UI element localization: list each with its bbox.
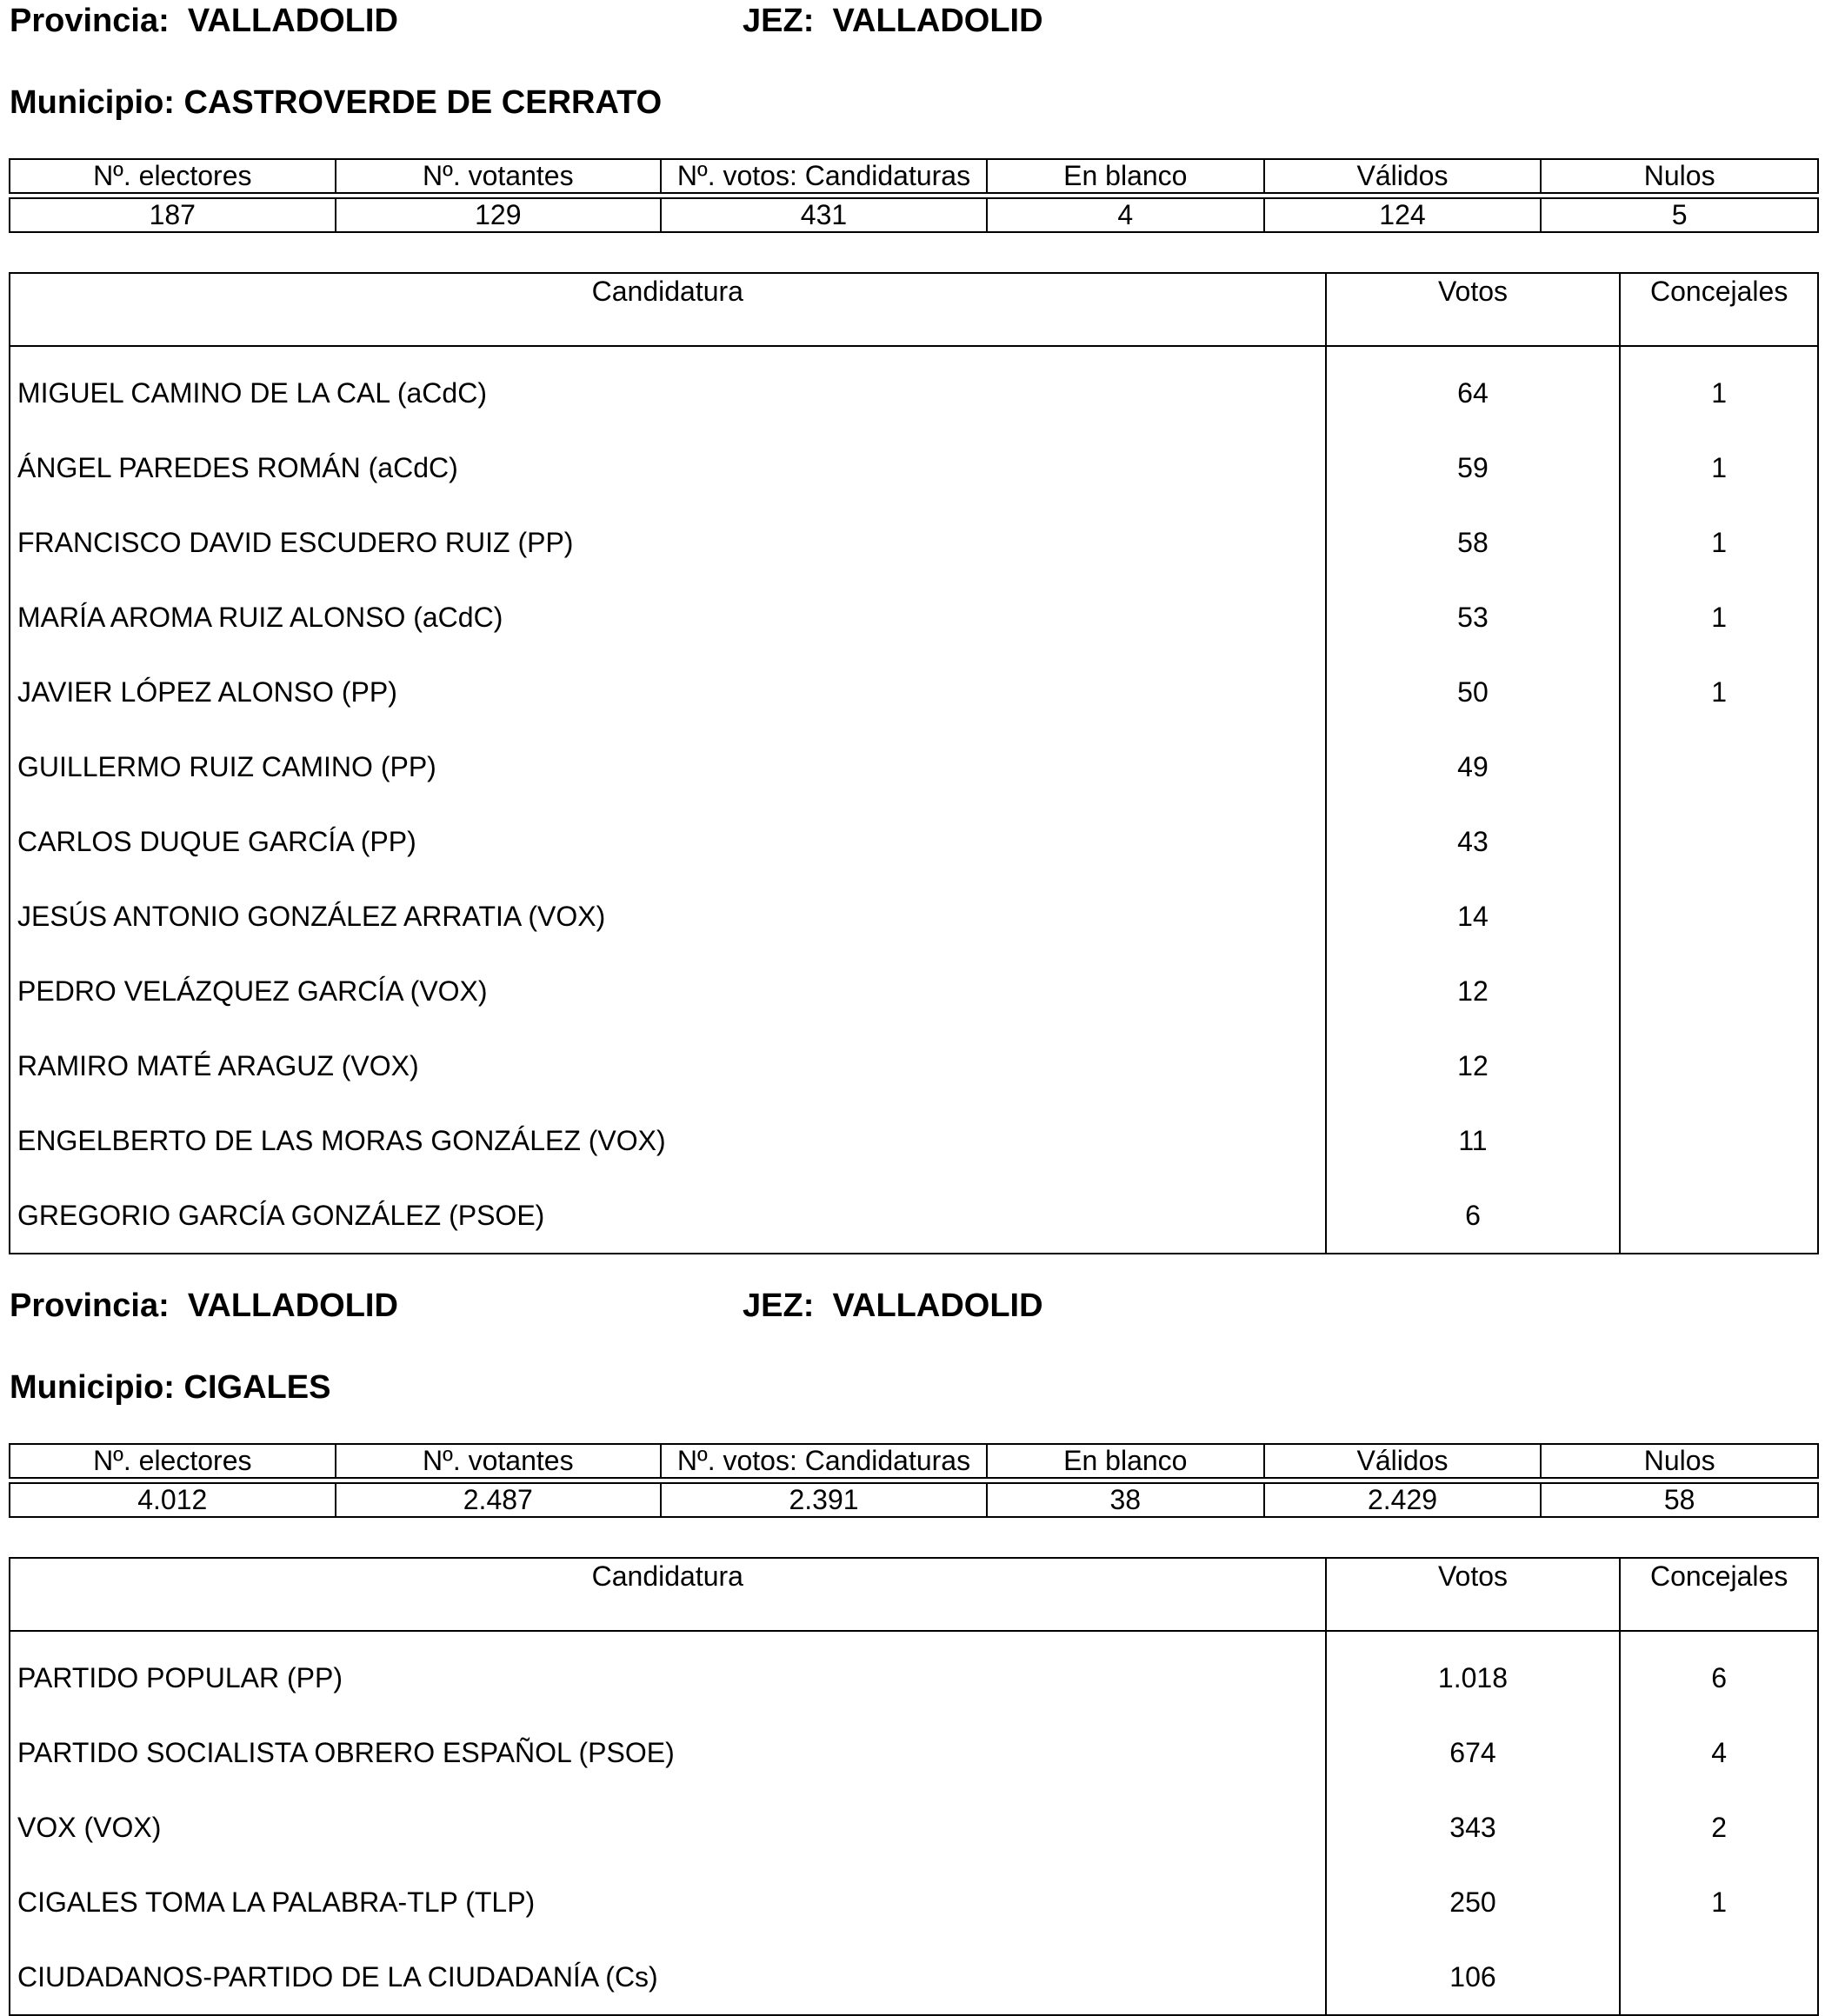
candidatura-header: Candidatura [10,273,1326,346]
provincia-line: Provincia: VALLADOLID [10,3,398,39]
candidatura-header-row [10,1558,1818,1631]
candidate-concejales: 1 [1620,505,1818,580]
stats-value-row [10,198,1818,232]
table-row [10,729,1818,804]
candidate-name: ENGELBERTO DE LAS MORAS GONZÁLEZ (VOX) [10,1103,1326,1178]
stats-header: Nº. votantes [336,159,662,193]
stats-header-row [10,1444,1818,1478]
votos-header: Votos [1326,273,1621,346]
candidate-concejales: 6 [1620,1631,1818,1715]
candidate-votos: 674 [1326,1715,1621,1790]
stats-value: 58 [1541,1483,1818,1517]
table-row [10,346,1818,430]
table-row [10,1631,1818,1715]
candidate-concejales [1620,1028,1818,1103]
candidate-concejales: 1 [1620,655,1818,729]
candidate-votos: 12 [1326,1028,1621,1103]
stats-header: Válidos [1264,1444,1542,1478]
table-row [10,1103,1818,1178]
municipio-line: Municipio: CIGALES [10,1369,331,1406]
stats-header: Nº. votos: Candidaturas [661,159,987,193]
table-row [10,1178,1818,1254]
candidate-concejales: 4 [1620,1715,1818,1790]
candidate-name: PARTIDO SOCIALISTA OBRERO ESPAÑOL (PSOE) [10,1715,1326,1790]
stats-header: En blanco [987,159,1264,193]
table-row [10,505,1818,580]
table-row [10,1790,1818,1865]
candidate-name: ÁNGEL PAREDES ROMÁN (aCdC) [10,430,1326,505]
candidate-name: PEDRO VELÁZQUEZ GARCÍA (VOX) [10,954,1326,1028]
candidate-votos: 343 [1326,1790,1621,1865]
concejales-header: Concejales [1620,273,1818,346]
stats-header: Nulos [1541,1444,1818,1478]
candidate-votos: 1.018 [1326,1631,1621,1715]
stats-header: En blanco [987,1444,1264,1478]
candidate-concejales: 1 [1620,346,1818,430]
table-row [10,1865,1818,1939]
table-row [10,1028,1818,1103]
stats-header: Nº. electores [10,1444,336,1478]
provincia-line: Provincia: VALLADOLID [10,1287,398,1324]
candidate-concejales: 1 [1620,430,1818,505]
candidate-name: VOX (VOX) [10,1790,1326,1865]
stats-value: 4 [987,198,1264,232]
table-row [10,804,1818,879]
candidate-votos: 64 [1326,346,1621,430]
candidate-concejales [1620,879,1818,954]
candidate-votos: 6 [1326,1178,1621,1254]
stats-value: 431 [661,198,987,232]
stats-header-row [10,159,1818,193]
candidate-votos: 58 [1326,505,1621,580]
municipio-line: Municipio: CASTROVERDE DE CERRATO [10,84,663,121]
candidate-name: CIGALES TOMA LA PALABRA-TLP (TLP) [10,1865,1326,1939]
candidatura-table [9,272,1819,1254]
candidate-concejales [1620,954,1818,1028]
stats-value: 4.012 [10,1483,336,1517]
table-row [10,954,1818,1028]
candidate-votos: 59 [1326,430,1621,505]
candidate-concejales [1620,804,1818,879]
candidate-votos: 49 [1326,729,1621,804]
candidate-votos: 106 [1326,1939,1621,2015]
candidate-concejales [1620,1178,1818,1254]
candidate-name: GUILLERMO RUIZ CAMINO (PP) [10,729,1326,804]
table-row [10,580,1818,655]
votos-header: Votos [1326,1558,1621,1631]
candidate-name: PARTIDO POPULAR (PP) [10,1631,1326,1715]
candidate-concejales: 2 [1620,1790,1818,1865]
candidate-name: GREGORIO GARCÍA GONZÁLEZ (PSOE) [10,1178,1326,1254]
stats-value: 5 [1541,198,1818,232]
candidate-name: FRANCISCO DAVID ESCUDERO RUIZ (PP) [10,505,1326,580]
candidatura-table [9,1557,1819,2016]
candidate-votos: 11 [1326,1103,1621,1178]
table-row [10,430,1818,505]
candidate-name: JESÚS ANTONIO GONZÁLEZ ARRATIA (VOX) [10,879,1326,954]
stats-value: 2.429 [1264,1483,1542,1517]
stats-table [9,1443,1819,1518]
stats-header: Nº. votantes [336,1444,662,1478]
candidatura-header-row [10,273,1818,346]
stats-value-row [10,1483,1818,1517]
candidate-name: RAMIRO MATÉ ARAGUZ (VOX) [10,1028,1326,1103]
candidate-concejales [1620,1939,1818,2015]
candidate-concejales: 1 [1620,580,1818,655]
table-row [10,1715,1818,1790]
table-row [10,1939,1818,2015]
candidate-concejales: 1 [1620,1865,1818,1939]
stats-value: 38 [987,1483,1264,1517]
candidate-votos: 50 [1326,655,1621,729]
candidate-concejales [1620,729,1818,804]
jez-line: JEZ: VALLADOLID [743,3,1043,39]
stats-header: Nº. votos: Candidaturas [661,1444,987,1478]
candidate-votos: 43 [1326,804,1621,879]
table-row [10,655,1818,729]
stats-header: Nº. electores [10,159,336,193]
stats-value: 2.391 [661,1483,987,1517]
stats-value: 187 [10,198,336,232]
stats-table [9,158,1819,233]
concejales-header: Concejales [1620,1558,1818,1631]
candidate-name: CIUDADANOS-PARTIDO DE LA CIUDADANÍA (Cs) [10,1939,1326,2015]
candidate-concejales [1620,1103,1818,1178]
candidate-votos: 53 [1326,580,1621,655]
stats-header: Válidos [1264,159,1542,193]
candidate-votos: 14 [1326,879,1621,954]
jez-line: JEZ: VALLADOLID [743,1287,1043,1324]
candidate-name: MIGUEL CAMINO DE LA CAL (aCdC) [10,346,1326,430]
stats-header: Nulos [1541,159,1818,193]
candidatura-header: Candidatura [10,1558,1326,1631]
candidate-votos: 12 [1326,954,1621,1028]
stats-value: 2.487 [336,1483,662,1517]
candidate-votos: 250 [1326,1865,1621,1939]
candidate-name: JAVIER LÓPEZ ALONSO (PP) [10,655,1326,729]
table-row [10,879,1818,954]
stats-value: 124 [1264,198,1542,232]
candidate-name: CARLOS DUQUE GARCÍA (PP) [10,804,1326,879]
candidate-name: MARÍA AROMA RUIZ ALONSO (aCdC) [10,580,1326,655]
stats-value: 129 [336,198,662,232]
